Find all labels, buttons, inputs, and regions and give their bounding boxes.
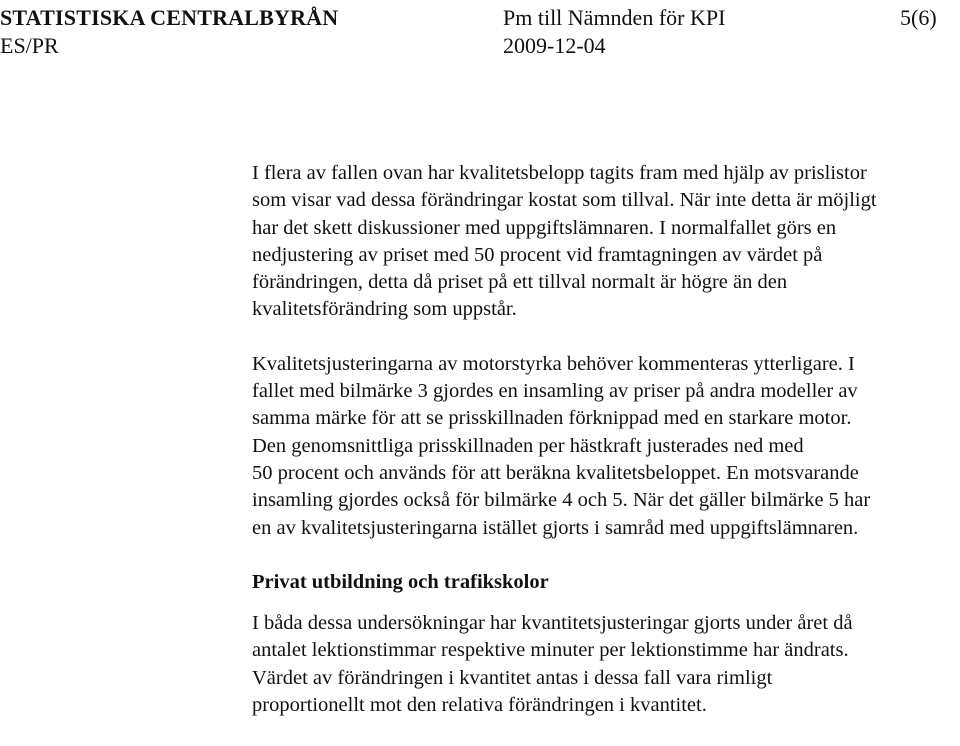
- page-header: [0, 4, 960, 60]
- text-line: Kvalitetsjusteringarna av motorstyrka behöver kommenteras ytterligare. I: [252, 352, 855, 375]
- paragraph-education: [252, 610, 952, 719]
- organization-name: STATISTISKA CENTRALBYRÅN: [0, 5, 339, 30]
- text-line: 50 procent och används för att beräkna kvalitetsbeloppet. En motsvarande: [252, 461, 859, 484]
- department-code: ES/PR: [0, 33, 59, 58]
- text-line: Den genomsnittliga prisskillnaden per hästkraft justerades ned med: [252, 434, 804, 457]
- text-line: Värdet av förändringen i kvantitet antas i dessa fall vara rimligt: [252, 666, 773, 689]
- memo-date: 2009-12-04: [503, 33, 606, 58]
- page-number: 5(6): [900, 5, 937, 30]
- text-line: insamling gjordes också för bilmärke 4 och 5. När det gäller bilmärke 5 har: [252, 489, 871, 512]
- document-body: [252, 160, 952, 746]
- text-line: nedjustering av priset med 50 procent vid framtagningen av värdet på: [252, 243, 823, 266]
- text-line: I båda dessa undersökningar har kvantitetsjusteringar gjorts under året då: [252, 612, 853, 635]
- text-line: samma märke för att se prisskillnaden förknippad med en starkare motor.: [252, 407, 852, 430]
- text-line: proportionellt mot den relativa förändringen i kvantitet.: [252, 694, 707, 717]
- paragraph-engine-power: [252, 351, 952, 542]
- paragraph-price-lists: [252, 160, 952, 324]
- text-line: som visar vad dessa förändringar kostat som tillval. När inte detta är möjligt: [252, 189, 877, 212]
- text-line: I flera av fallen ovan har kvalitetsbelopp tagits fram med hjälp av prislistor: [252, 162, 867, 184]
- text-line: antalet lektionstimmar respektive minuter per lektionstimme har ändrats.: [252, 639, 849, 662]
- memo-recipient: Pm till Nämnden för KPI: [503, 5, 726, 30]
- text-line: förändringen, detta då priset på ett tillval normalt är högre än den: [252, 271, 788, 294]
- section-heading: Privat utbildning och trafikskolor: [252, 570, 549, 593]
- text-line: har det skett diskussioner med uppgiftslämnaren. I normalfallet görs en: [252, 216, 837, 239]
- text-line: en av kvalitetsjusteringarna istället gjorts i samråd med uppgiftslämnaren.: [252, 516, 859, 539]
- text-line: kvalitetsförändring som uppstår.: [252, 298, 517, 321]
- text-line: fallet med bilmärke 3 gjordes en insamling av priser på andra modeller av: [252, 380, 858, 403]
